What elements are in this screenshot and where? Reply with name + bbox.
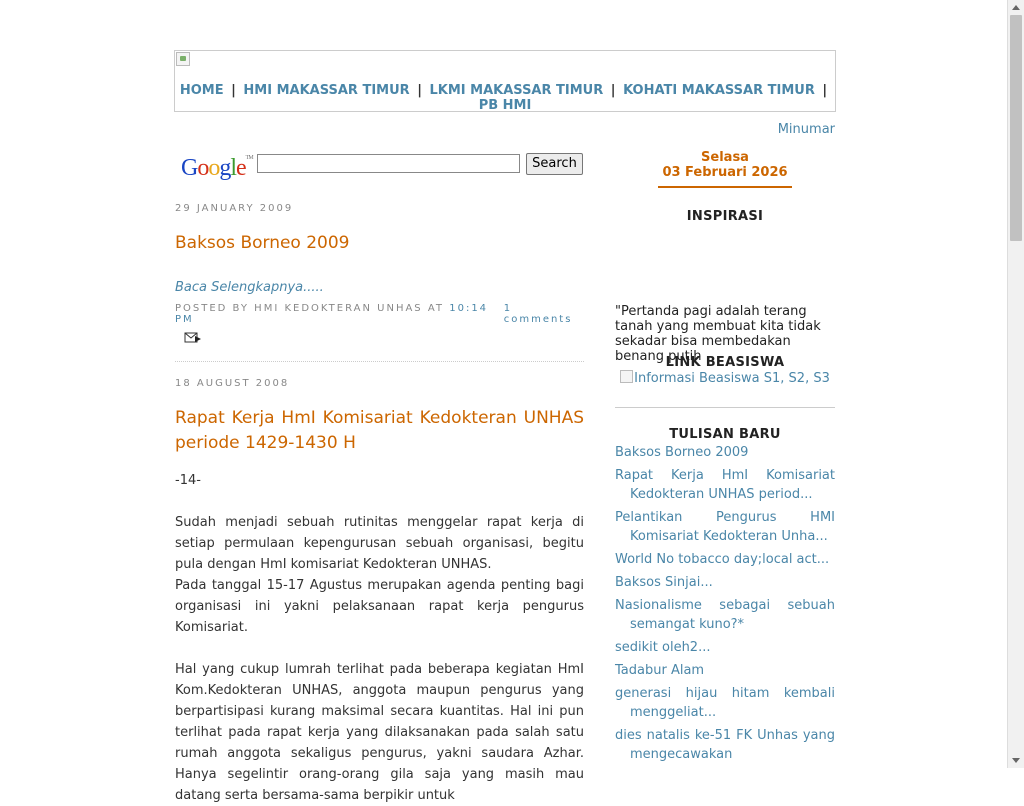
page-scrollbar[interactable] [1007,0,1024,768]
scroll-down-arrow-icon[interactable] [1012,758,1020,763]
sidebar [615,150,835,768]
recent-post-link[interactable]: Rapat Kerja HmI Komisariat Kedokteran UNHAS period... [615,468,835,502]
nav-home-link[interactable]: HOME [179,83,224,98]
beasiswa-link[interactable] [615,370,835,386]
google-search [175,150,584,190]
scroll-up-arrow-icon[interactable] [1012,5,1020,10]
header-banner-image [176,52,190,66]
recent-post-link[interactable]: Nasionalisme sebagai sebuah semangat kuno?* [615,598,835,632]
nav-pbhmi-link[interactable]: PB HMI [478,98,532,113]
site-header [174,50,836,112]
nav-separator: | [822,83,828,98]
email-post-wrap [175,331,584,347]
tulisan-baru-title: TULISAN BARU [669,427,781,442]
nav-lkmi-link[interactable]: LKMI MAKASSAR TIMUR [429,83,604,98]
post-title-link[interactable]: Baksos Borneo 2009 [175,233,350,253]
recent-post-link[interactable]: World No tobacco day;local act... [615,552,830,567]
post-date-header: 18 AUGUST 2008 [175,378,290,389]
posted-by-label: POSTED BY [175,303,249,314]
full-date: 03 Februari 2026 [662,165,788,180]
beasiswa-link-label: Informasi Beasiswa S1, S2, S3 [634,371,830,386]
nav-separator: | [231,83,236,98]
top-navigation [175,83,835,113]
recent-post-link[interactable]: generasi hijau hitam kembali menggeliat... [615,686,835,720]
comments-link[interactable]: 1 comments [503,303,573,325]
recent-post-link[interactable]: sedikit oleh2... [615,640,711,655]
inspirasi-quote: "Pertanda pagi adalah terang tanah yang membuat kita tidak sekadar bisa membedakan benang putih [615,304,821,364]
recent-post-link[interactable]: Tadabur Alam [615,663,705,678]
recent-post-link[interactable]: Baksos Borneo 2009 [615,445,749,460]
nav-hmi-link[interactable]: HMI MAKASSAR TIMUR [243,83,410,98]
broken-image-icon [620,370,633,383]
post-paragraph: Hal yang cukup lumrah terlihat pada beberapa kegiatan HmI Kom.Kedokteran UNHAS, anggota maupun pengurus yang berpartisipasi kurang maksimal secara kuantitas. Hal ini pun terlihat pada rapat kerja yang dilaksanakan pada salah satu rumah anggota sekaligus pengurus, yakni saudara Azhar. Hanya segelintir orang-orang gila saja yang masih mau datang serta bersama-sama berpikir untuk [175,662,584,803]
post-paragraph: Sudah menjadi sebuah rutinitas menggelar rapat kerja di setiap permulaan kepengurusan sebuah organisasi, begitu pula dengan HmI komisariat Kedokteran UNHAS. [175,515,584,572]
nav-separator: | [417,83,422,98]
date-widget [658,150,792,188]
scrollbar-thumb[interactable] [1010,15,1022,241]
main-column [175,150,584,806]
post-author: HMI KEDOKTERAN UNHAS [254,303,423,314]
post-paragraph: -14- [175,473,201,488]
nav-kohati-link[interactable]: KOHATI MAKASSAR TIMUR [623,83,815,98]
minumar-link[interactable]: Minumar [777,122,835,137]
post-at-label: AT [427,303,445,314]
post-footer [175,303,584,325]
post-title-link[interactable]: Rapat Kerja HmI Komisariat Kedokteran UNHAS periode 1429-1430 H [175,408,584,453]
post-date-header: 29 JANUARY 2009 [175,203,294,214]
recent-posts-list [615,443,835,764]
post-time-link[interactable]: 10:14 PM [175,303,489,325]
recent-post-link[interactable]: Baksos Sinjai... [615,575,713,590]
google-logo: Google™ [181,155,253,181]
post-body [175,470,584,806]
search-button[interactable]: Search [526,153,583,175]
post-divider [175,361,584,362]
link-beasiswa-title: LINK BEASISWA [665,355,785,370]
email-post-icon[interactable] [184,331,202,343]
day-name: Selasa [701,150,749,165]
sidebar-rule [615,407,835,408]
recent-post-link[interactable]: Pelantikan Pengurus HMI Komisariat Kedokteran Unha... [615,510,835,544]
search-input[interactable] [257,154,520,173]
recent-post-link[interactable]: dies natalis ke-51 FK Unhas yang mengecawakan [615,728,835,762]
post-paragraph: Pada tanggal 15-17 Agustus merupakan agenda penting bagi organisasi ini yakni pelaksanaan rapat kerja pengurus Komisariat. [175,578,584,635]
nav-separator: | [610,83,616,98]
inspirasi-title: INSPIRASI [686,209,764,224]
read-more-link[interactable]: Baca Selengkapnya..... [175,280,324,295]
